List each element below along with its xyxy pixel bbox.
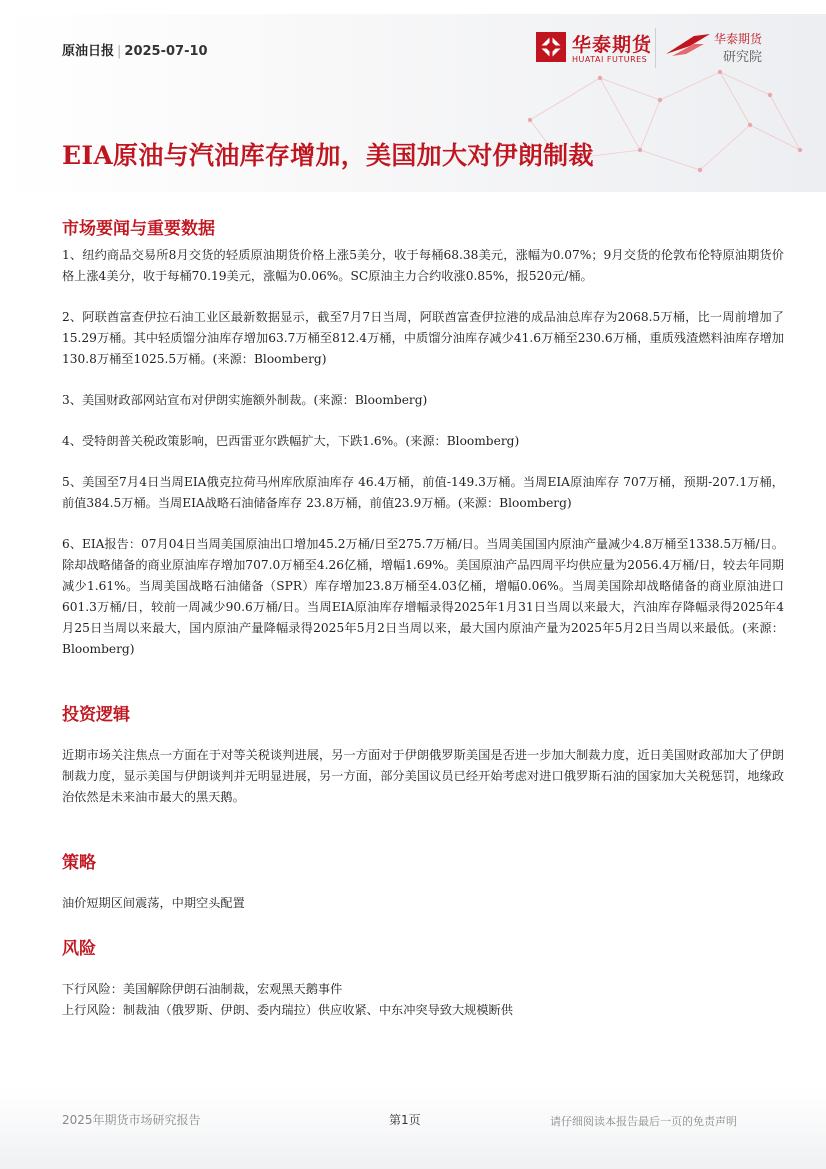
market-item-5: 5、美国至7月4日当周EIA俄克拉荷马州库欣原油库存 46.4万桶，前值-149.3万桶。当周EIA原油库存 707万桶，预期-207.1万桶，前值384.5万桶。当周EIA战略石油储备库存 23.8万桶，前值23.9万桶。(来源：Bloomberg) [62,475,784,510]
risk-downside: 下行风险：美国解除伊朗石油制裁，宏观黑天鹅事件 [62,982,343,996]
report-name: 原油日报 [62,44,115,59]
institute-name: 研究院 [723,50,763,65]
market-item-3: 3、美国财政部网站宣布对伊朗实施额外制裁。(来源：Bloomberg) [62,393,428,407]
risk-upside: 上行风险：制裁油（俄罗斯、伊朗、委内瑞拉）供应收紧、中东冲突导致大规模断供 [62,1003,513,1017]
institute-company: 华泰期货 [714,32,763,46]
section-heading-risk: 风险 [62,939,96,959]
logo-chinese-name: 华泰期货 [572,34,653,56]
section-heading-logic: 投资逻辑 [62,705,130,725]
market-item-1: 1、纽约商品交易所8月交货的轻质原油期货价格上涨5美分，收于每桶68.38美元，涨幅为0.07%；9月交货的伦敦布伦特原油期货价格上涨4美分，收于每桶70.19美元，涨幅为0.06%。SC原油主力合约收涨0.85%，报520元/桶。 [62,248,784,283]
footer-report-type: 2025年期货市场研究报告 [62,1113,201,1127]
report-meta [62,40,208,59]
page-title: EIA原油与汽油库存增加，美国加大对伊朗制裁 [62,141,594,170]
huatai-logo-icon [536,32,566,62]
meta-separator: | [117,44,122,59]
strategy-paragraph: 油价短期区间震荡，中期空头配置 [62,896,245,910]
market-item-2: 2、阿联酋富查伊拉石油工业区最新数据显示，截至7月7日当周，阿联酋富查伊拉港的成品油总库存为2068.5万桶，比一周前增加了15.29万桶。其中轻质馏分油库存增加63.7万桶至812.4万桶，中质馏分油库存减少41.6万桶至230.6万桶，重质残渣燃料油库存增加130.8万桶至1025.5万桶。(来源：Bloomberg) [62,310,784,366]
logo-divider [655,28,656,68]
page-header [0,0,826,192]
market-item-6: 6、EIA报告：07月04日当周美国原油出口增加45.2万桶/日至275.7万桶/日。当周美国国内原油产量减少4.8万桶至1338.5万桶/日。除却战略储备的商业原油库存增加707.0万桶至4.26亿桶，增幅1.69%。美国原油产品四周平均供应量为2056.4万桶/日，较去年同期减少1.61%。当周美国战略石油储备（SPR）库存增加23.8万桶至4.03亿桶，增幅0.06%。当周美国除却战略储备的商业原油进口601.3万桶/日，较前一周减少90.6万桶/日。当周EIA原油库存增幅录得2025年1月31日当周以来最大，汽油库存降幅录得2025年4月25日当周以来最大，国内原油产量降幅录得2025年5月2日当周以来，最大国内原油产量为2025年5月2日当周以来最低。(来源：Bloomberg) [62,537,784,656]
market-item-4: 4、受特朗普关税政策影响，巴西雷亚尔跌幅扩大，下跌1.6%。(来源：Bloomberg) [62,434,520,448]
footer-page-number: 第1页 [389,1113,421,1127]
footer-disclaimer-note: 请仔细阅读本报告最后一页的免责声明 [550,1115,737,1128]
institute-wing-icon [664,30,712,60]
page-footer [0,1088,826,1169]
report-body [62,214,784,1021]
section-heading-strategy: 策略 [62,853,96,873]
logic-paragraph: 近期市场关注焦点一方面在于对等关税谈判进展，另一方面对于伊朗俄罗斯美国是否进一步加大制裁力度，近日美国财政部加大了伊朗制裁力度，显示美国与伊朗谈判并无明显进展，另一方面，部分美国议员已经开始考虑对进口俄罗斯石油的国家加大关税惩罚，地缘政治依然是未来油市最大的黑天鹅。 [62,748,784,804]
report-date: 2025-07-10 [124,44,208,59]
section-heading-market: 市场要闻与重要数据 [62,219,215,239]
logo-english-name: HUATAI FUTURES [572,55,648,64]
